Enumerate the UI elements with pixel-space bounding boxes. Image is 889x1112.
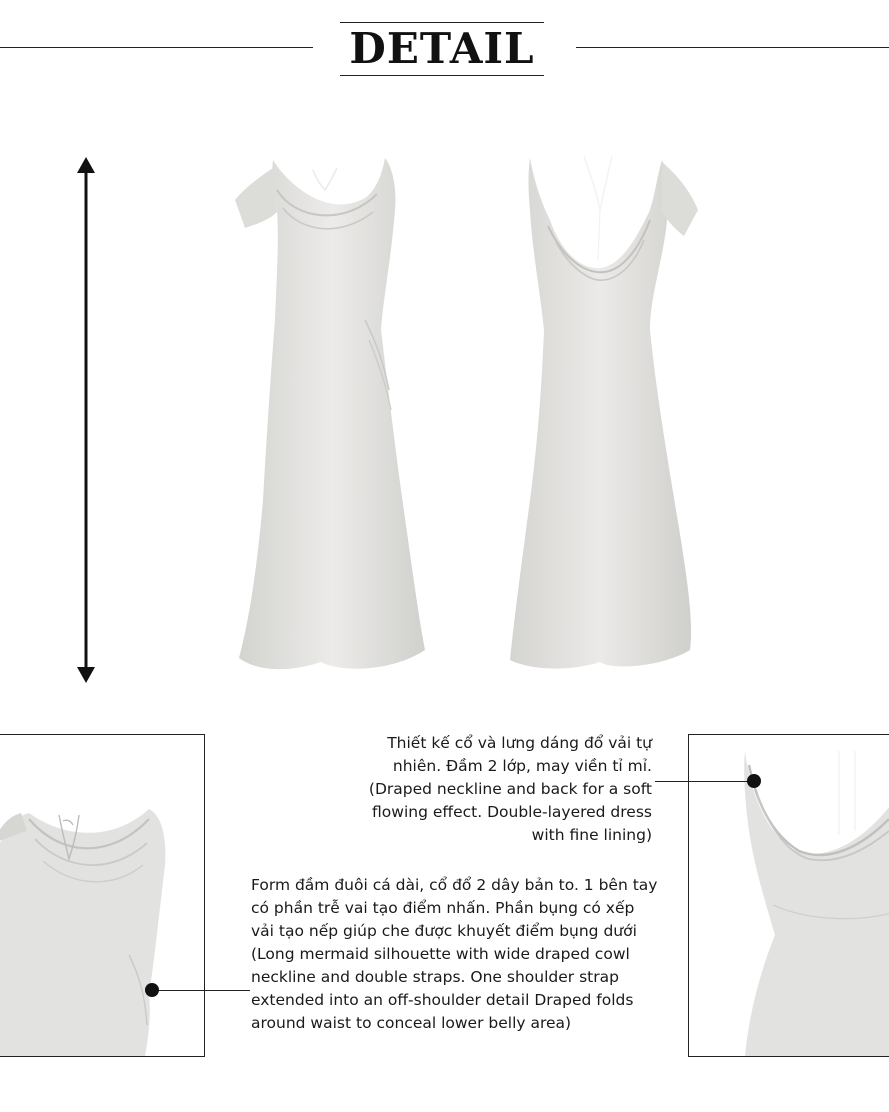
- dress-front-image: [225, 150, 425, 680]
- detail-frame-front: [0, 734, 205, 1057]
- detail-frame-back: [688, 734, 889, 1057]
- dress-back-closeup-image: [689, 735, 889, 1056]
- callout-silhouette-dot: [145, 983, 159, 997]
- header-rule-left: [0, 47, 313, 48]
- header-rule-right: [576, 47, 889, 48]
- dress-back-image: [500, 150, 705, 675]
- dress-front-closeup-image: [0, 735, 204, 1056]
- callout-neckline-dot: [747, 774, 761, 788]
- page-title: DETAIL: [340, 22, 544, 76]
- callout-silhouette-text: Form đầm đuôi cá dài, cổ đổ 2 dây bản to. 1 bên tay có phần trễ vai tạo điểm nhấn. Phần bụng có xếp vải tạo nếp giúp che được khuyết điểm bụng dưới (Long mermaid silhouette with wide draped cowl neckline and double straps. One shoulder strap extended into an off-shoulder detail Draped folds around waist to conceal lower belly area): [251, 876, 658, 1032]
- callout-silhouette-leader: [152, 990, 250, 991]
- callout-neckline-leader: [655, 781, 753, 782]
- callout-neckline-text: Thiết kế cổ và lưng dáng đổ vải tự nhiên. Đầm 2 lớp, may viền tỉ mỉ. (Draped neckline and back for a soft flowing effect. Double-layered dress with fine lining): [368, 734, 652, 844]
- double-arrow-vertical-icon: [70, 155, 102, 685]
